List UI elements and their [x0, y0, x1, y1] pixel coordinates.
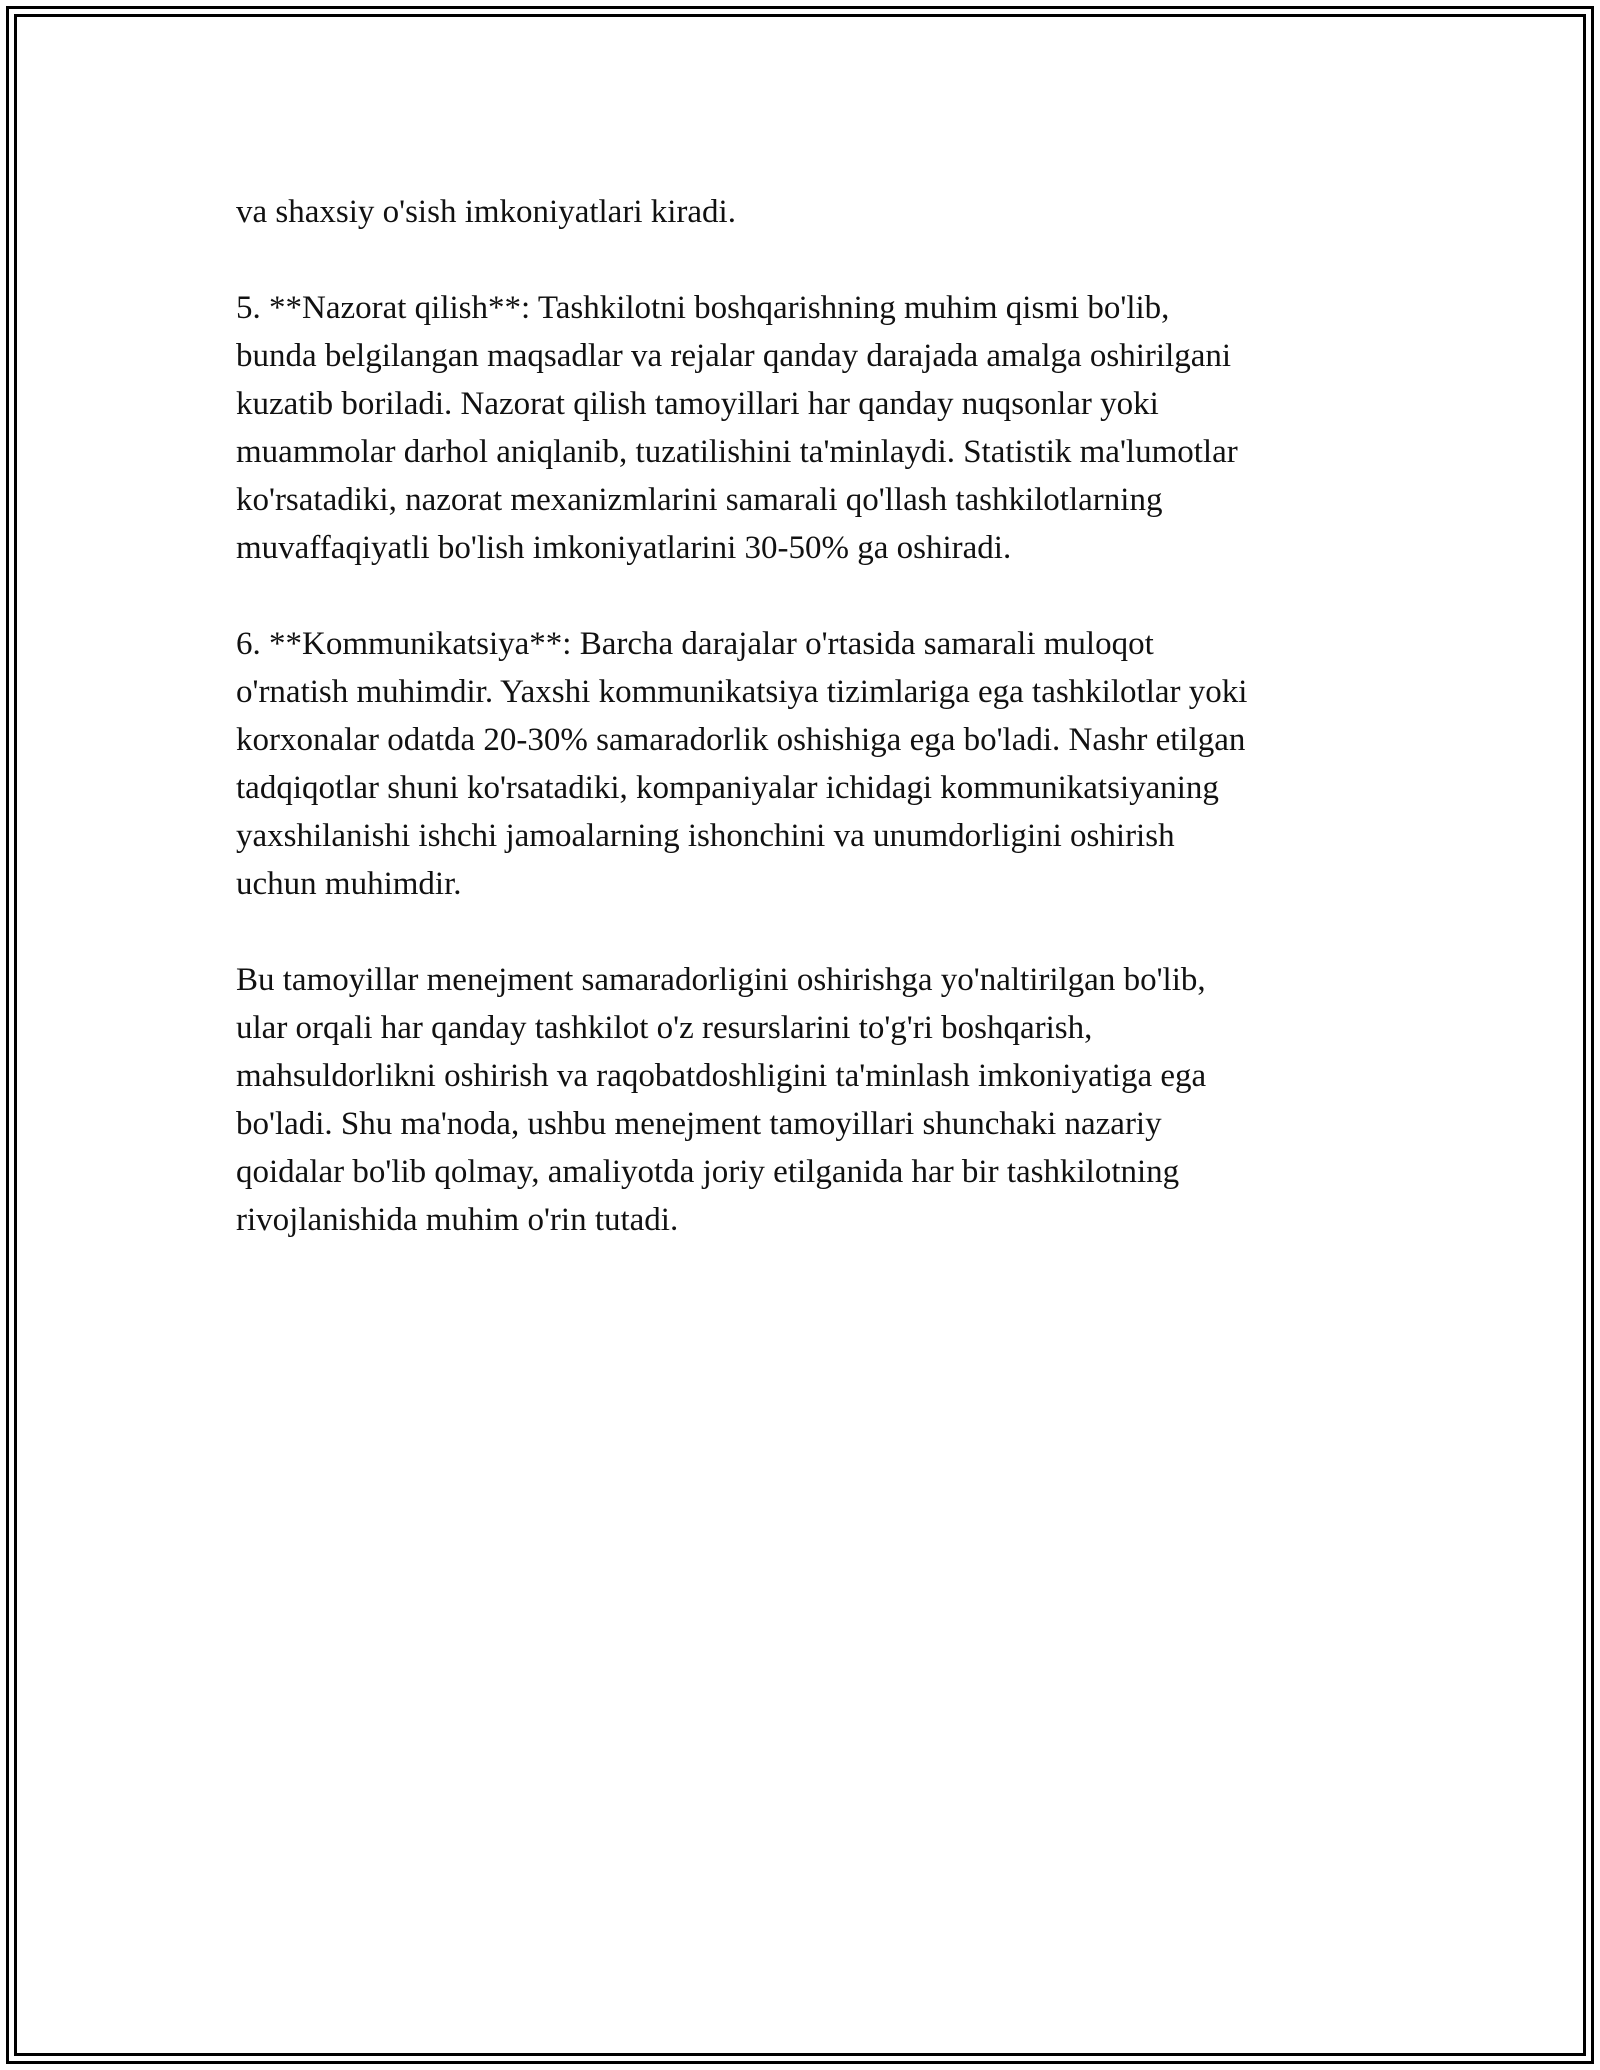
- paragraph-kommunikatsiya: 6. **Kommunikatsiya**: Barcha darajalar o'rtasida samarali muloqot o'rnatish muhimdir. Yaxshi kommunikatsiya tizimlariga ega tashkilotlar yoki korxonalar odatda 20-30% samaradorlik oshishiga ega bo'ladi. Nashr etilgan tadqiqotlar shuni ko'rsatadiki, kompaniyalar ichidagi kommunikatsiyaning yaxshilanishi ishchi jamoalarning ishonchini va unumdorligini oshirish uchun muhimdir.: [236, 626, 1248, 902]
- paragraph-nazorat-qilish: 5. **Nazorat qilish**: Tashkilotni boshqarishning muhim qismi bo'lib, bunda belgilangan maqsadlar va rejalar qanday darajada amalga oshirilgani kuzatib boriladi. Nazorat qilish tamoyillari har qanday nuqsonlar yoki muammolar darhol aniqlanib, tuzatilishini ta'minlaydi. Statistik ma'lumotlar ko'rsatadiki, nazorat mexanizmlarini samarali qo'llash tashkilotlarning muvaffaqiyatli bo'lish imkoniyatlarini 30-50% ga oshiradi.: [236, 290, 1238, 566]
- paragraph-intro-continuation: va shaxsiy o'sish imkoniyatlari kiradi.: [236, 194, 736, 230]
- paragraph-conclusion: Bu tamoyillar menejment samaradorligini oshirishga yo'naltirilgan bo'lib, ular orqali har qanday tashkilot o'z resurslarini to'g'ri boshqarish, mahsuldorlikni oshirish va raqobatdoshligini ta'minlash imkoniyatiga ega bo'ladi. Shu ma'noda, ushbu menejment tamoyillari shunchaki nazariy qoidalar bo'lib qolmay, amaliyotda joriy etilganida har bir tashkilotning rivojlanishida muhim o'rin tutadi.: [236, 962, 1207, 1238]
- document-body: [236, 188, 1386, 1292]
